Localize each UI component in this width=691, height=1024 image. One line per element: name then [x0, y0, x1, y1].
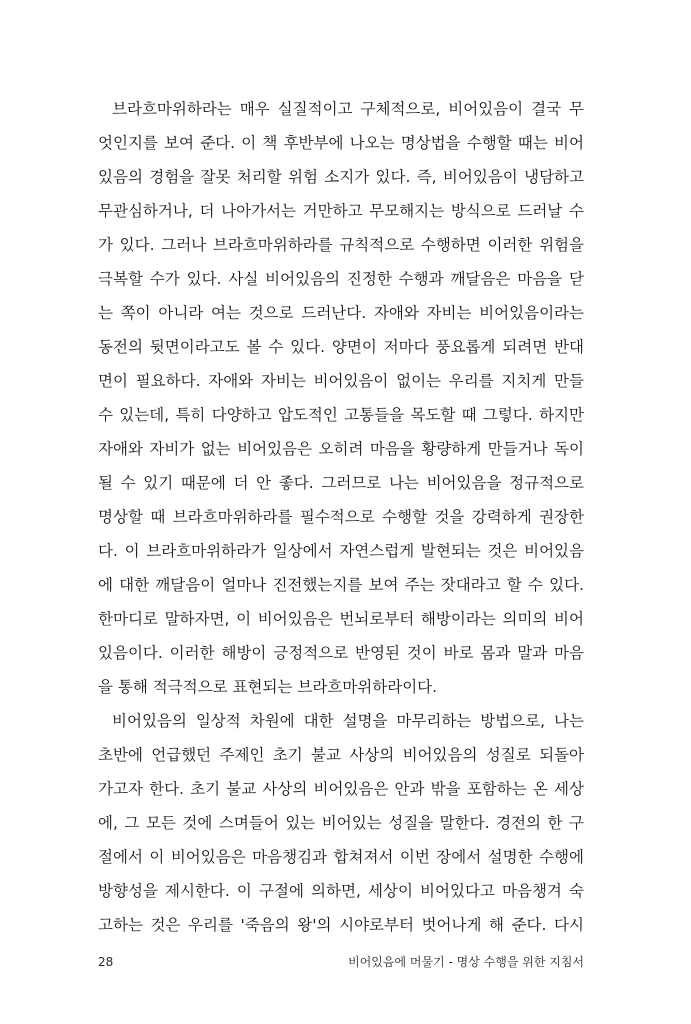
text-line: 브라흐마위하라는 매우 실질적이고 구체적으로, 비어있음이 결국 무 — [112, 100, 584, 118]
text-line: 가 있다. 그러나 브라흐마위하라를 규칙적으로 수행하면 이러한 위험을 — [98, 236, 584, 254]
text-line: 에, 그 모든 것에 스며들어 있는 비어있는 성질을 말한다. 경전의 한 구 — [98, 814, 584, 832]
text-line: 다. 이 브라흐마위하라가 일상에서 자연스럽게 발현되는 것은 비어있음 — [98, 542, 584, 560]
text-line: 방향성을 제시한다. 이 구절에 의하면, 세상이 비어있다고 마음챙겨 숙 — [98, 882, 584, 900]
text-line: 자애와 자비가 없는 비어있음은 오히려 마음을 황량하게 만들거나 독이 — [98, 440, 584, 458]
text-line: 있음이다. 이러한 해방이 긍정적으로 반영된 것이 바로 몸과 말과 마음 — [98, 644, 584, 662]
running-title: 비어있음에 머물기 - 명상 수행을 위한 지침서 — [348, 955, 584, 969]
text-line: 무관심하거나, 더 나아가서는 거만하고 무모해지는 방식으로 드러날 수 — [98, 202, 584, 220]
text-line: 고하는 것은 우리를 '죽음의 왕'의 시야로부터 벗어나게 해 준다. 다시 — [98, 916, 584, 934]
body-text — [98, 92, 584, 942]
text-line: 비어있음의 일상적 차원에 대한 설명을 마무리하는 방법으로, 나는 — [112, 712, 584, 730]
text-line: 있음의 경험을 잘못 처리할 위험 소지가 있다. 즉, 비어있음이 냉담하고 — [98, 168, 584, 186]
page-footer — [98, 952, 584, 972]
text-line: 가고자 한다. 초기 불교 사상의 비어있음은 안과 밖을 포함하는 온 세상 — [98, 780, 584, 798]
text-line: 될 수 있기 때문에 더 안 좋다. 그러므로 나는 비어있음을 정규적으로 — [98, 474, 584, 492]
text-line: 초반에 언급했던 주제인 초기 불교 사상의 비어있음의 성질로 되돌아 — [98, 746, 584, 764]
text-line: 수 있는데, 특히 다양하고 압도적인 고통들을 목도할 때 그렇다. 하지만 — [98, 406, 584, 424]
text-line: 극복할 수가 있다. 사실 비어있음의 진정한 수행과 깨달음은 마음을 닫 — [98, 270, 584, 288]
text-line: 동전의 뒷면이라고도 볼 수 있다. 양면이 저마다 풍요롭게 되려면 반대 — [98, 338, 584, 356]
text-line: 한마디로 말하자면, 이 비어있음은 번뇌로부터 해방이라는 의미의 비어 — [98, 610, 584, 628]
text-line: 엇인지를 보여 준다. 이 책 후반부에 나오는 명상법을 수행할 때는 비어 — [98, 134, 584, 152]
text-line: 명상할 때 브라흐마위하라를 필수적으로 수행할 것을 강력하게 권장한 — [98, 508, 584, 526]
text-line: 을 통해 적극적으로 표현되는 브라흐마위하라이다. — [98, 678, 438, 696]
text-line: 면이 필요하다. 자애와 자비는 비어있음이 없이는 우리를 지치게 만들 — [98, 372, 584, 390]
text-line: 절에서 이 비어있음은 마음챙김과 합쳐져서 이번 장에서 설명한 수행에 — [98, 848, 584, 866]
text-line: 는 쪽이 아니라 여는 것으로 드러난다. 자애와 자비는 비어있음이라는 — [98, 304, 584, 322]
text-line: 에 대한 깨달음이 얼마나 진전했는지를 보여 주는 잣대라고 할 수 있다. — [98, 576, 584, 594]
page-number: 28 — [98, 955, 114, 969]
